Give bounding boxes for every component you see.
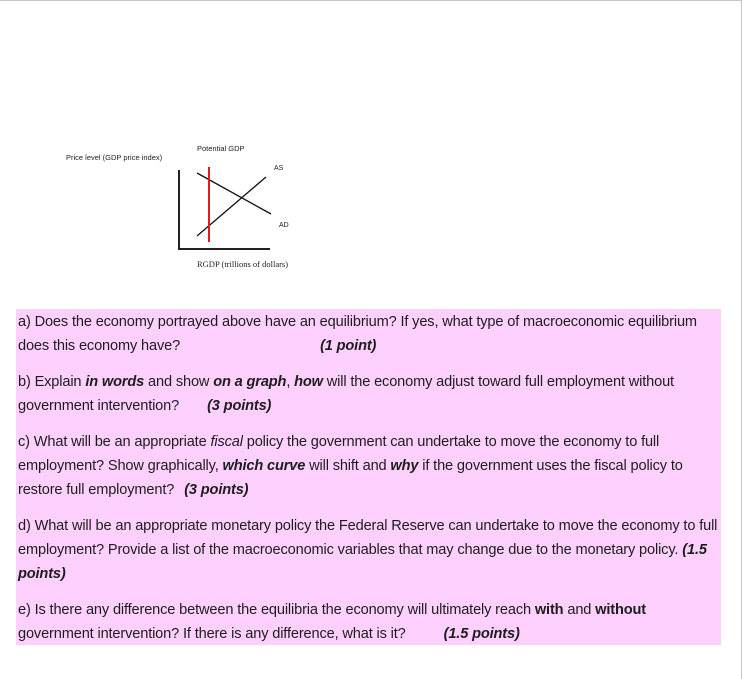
question-e-text-2: and xyxy=(563,602,596,618)
question-c-text-1: c) What will be an appropriate xyxy=(18,434,211,450)
question-e-emph-1: with xyxy=(534,602,564,618)
question-b-emph-2: on a graph xyxy=(213,374,287,390)
question-e-text-3: government intervention? If there is any difference, what is it? xyxy=(18,626,406,642)
question-c xyxy=(18,430,721,502)
question-c-emph-2: which curve xyxy=(222,458,306,474)
question-e-text-1: e) Is there any difference between the equilibria the economy will ultimately reach xyxy=(18,602,535,618)
questions-block xyxy=(16,309,721,645)
question-b-points: (3 points) xyxy=(207,398,272,414)
question-c-emph-3: why xyxy=(390,458,419,474)
question-c-text-2: policy the government can undertake to move the economy to full employment? Show graphically, xyxy=(18,434,660,474)
y-axis-label: Price level (GDP price index) xyxy=(66,153,163,162)
as-label: AS xyxy=(274,165,284,172)
question-a-points: (1 point) xyxy=(320,338,377,354)
ad-as-graph xyxy=(0,130,360,280)
question-e xyxy=(18,598,721,646)
question-c-points: (3 points) xyxy=(184,482,249,498)
question-c-text-3: will shift and xyxy=(305,458,391,474)
question-a-text: a) Does the economy portrayed above have an equilibrium? If yes, what type of macroeconomic equilibrium does this economy have? xyxy=(18,314,697,354)
x-axis-label: RGDP (trillions of dollars) xyxy=(197,259,289,269)
ad-label: AD xyxy=(279,222,289,229)
question-c-text-4: if the government uses the fiscal policy to restore full employment? xyxy=(18,458,683,498)
question-b-text-4: will the economy adjust toward full employment without government intervention? xyxy=(18,374,674,414)
question-b xyxy=(18,370,721,418)
question-a xyxy=(18,310,721,358)
ad-as-graph-canvas xyxy=(0,130,360,280)
question-b-text-1: b) Explain xyxy=(18,374,86,390)
as-curve xyxy=(197,177,266,236)
page-border-top xyxy=(0,0,742,1)
question-d xyxy=(18,514,721,586)
question-b-text-3: , xyxy=(286,374,295,390)
question-d-text: d) What will be an appropriate monetary policy the Federal Reserve can undertake to move the economy to full employment? Provide a list of the macroeconomic variables that may change due to the monetary policy. xyxy=(18,518,718,558)
question-e-points: (1.5 points) xyxy=(443,626,520,642)
question-b-emph-1: in words xyxy=(85,374,145,390)
question-b-text-2: and show xyxy=(144,374,214,390)
question-d-points: (1.5 points) xyxy=(18,542,707,582)
question-b-emph-3: how xyxy=(294,374,323,390)
potential-gdp-label: Potential GDP xyxy=(197,144,245,153)
question-c-emph-1: fiscal xyxy=(210,434,243,450)
question-e-emph-2: without xyxy=(595,602,646,618)
